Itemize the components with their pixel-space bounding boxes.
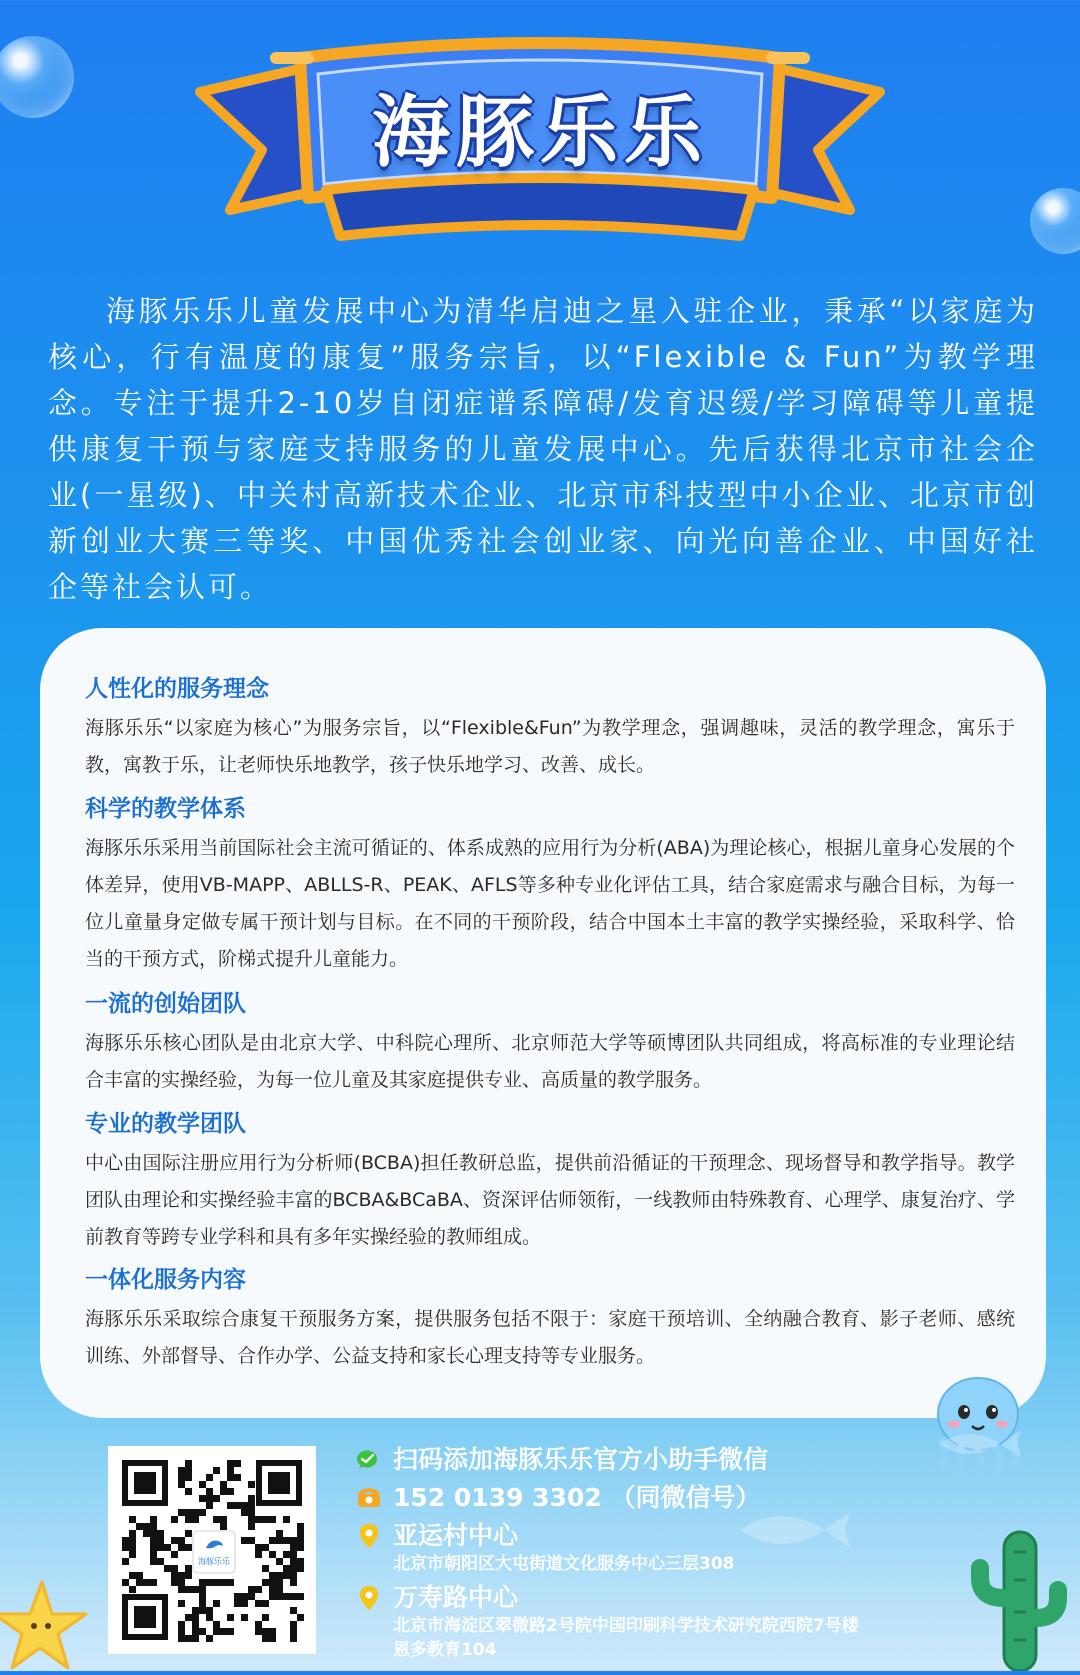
qr-module	[206, 1635, 213, 1642]
qr-module	[192, 1586, 199, 1593]
qr-module	[213, 1516, 220, 1523]
qr-module	[136, 1572, 143, 1579]
phone-number[interactable]: 152 0139 3302 （同微信号）	[393, 1483, 761, 1512]
qr-module	[255, 1621, 262, 1628]
qr-module	[185, 1635, 192, 1642]
qr-module	[220, 1628, 227, 1635]
section-service-philosophy	[85, 674, 1015, 784]
qr-module	[157, 1558, 164, 1565]
qr-module	[164, 1544, 171, 1551]
qr-module	[248, 1537, 255, 1544]
qr-module	[185, 1467, 192, 1474]
qr-module	[255, 1628, 262, 1635]
qr-module	[269, 1628, 276, 1635]
qr-module	[269, 1516, 276, 1523]
qr-module	[255, 1551, 262, 1558]
qr-module	[178, 1600, 185, 1607]
section-title: 人性化的服务理念	[85, 676, 269, 702]
qr-module	[241, 1614, 248, 1621]
qr-logo	[192, 1530, 236, 1574]
qr-module	[269, 1593, 276, 1600]
qr-module	[178, 1628, 185, 1635]
qr-module	[192, 1628, 199, 1635]
fish-silhouette	[935, 1422, 1025, 1466]
center-name: 亚运村中心	[393, 1521, 519, 1550]
qr-module	[150, 1579, 157, 1586]
qr-module	[290, 1593, 297, 1600]
qr-module	[290, 1635, 297, 1642]
qr-module	[185, 1474, 192, 1481]
qr-module	[283, 1565, 290, 1572]
qr-module	[297, 1530, 304, 1537]
qr-module	[178, 1635, 185, 1642]
qr-module	[262, 1579, 269, 1586]
qr-module	[227, 1579, 234, 1586]
qr-module	[213, 1628, 220, 1635]
qr-module	[150, 1516, 157, 1523]
qr-module	[178, 1572, 185, 1579]
qr-module	[248, 1523, 255, 1530]
section-body: 海豚乐乐采用当前国际社会主流可循证的、体系成熟的应用行为分析(ABA)为理论核心，根据儿童身心发展的个体差异，使用VB-MAPP、ABLLS-R、PEAK、AFLS等多种专业化评估工具，结合家庭需求与融合目标，为每一位儿童量身定做专属干预计划与目标。在不同的干预阶段，结合中国本土丰富的教学实操经验，采取科学、恰当的干预方式，阶梯式提升儿童能力。	[85, 837, 1015, 970]
qr-module	[143, 1523, 150, 1530]
section-title: 一体化服务内容	[85, 1267, 246, 1293]
center-address: 北京市海淀区翠微路2号院中国印刷科学技术研究院西院7号楼	[393, 1616, 859, 1636]
qr-module	[129, 1572, 136, 1579]
qr-module	[122, 1544, 129, 1551]
section-body: 海豚乐乐采取综合康复干预服务方案，提供服务包括不限于：家庭干预培训、全纳融合教育、影子老师、感统训练、外部督导、合作办学、公益支持和家长心理支持等专业服务。	[85, 1308, 1015, 1367]
qr-module	[276, 1537, 283, 1544]
qr-module	[157, 1530, 164, 1537]
qr-module	[199, 1509, 206, 1516]
qr-module	[220, 1488, 227, 1495]
qr-module	[234, 1460, 241, 1467]
qr-module	[283, 1516, 290, 1523]
phone-icon	[355, 1484, 383, 1512]
qr-module	[171, 1572, 178, 1579]
qr-module	[269, 1586, 276, 1593]
center-name-line	[355, 1520, 995, 1552]
qr-module	[192, 1516, 199, 1523]
qr-module	[290, 1579, 297, 1586]
intro-paragraph: 海豚乐乐儿童发展中心为清华启迪之星入驻企业，秉承“以家庭为核心，行有温度的康复”服务宗旨，以“Flexible & Fun”为教学理念。专注于提升2-10岁自闭症谱系障碍/发育迟缓/学习障碍等儿童提供康复干预与家庭支持服务的儿童发展中心。先后获得北京市社会企业(一星级)、中关村高新技术企业、北京市科技型中小企业、北京市创新创业大赛三等奖、中国优秀社会创业家、向光向善企业、中国好社企等社会认可。	[48, 294, 1038, 604]
qr-module	[199, 1586, 206, 1593]
qr-module	[122, 1579, 129, 1586]
qr-module	[248, 1586, 255, 1593]
qr-module	[234, 1600, 241, 1607]
qr-module	[248, 1502, 255, 1509]
qr-module	[150, 1558, 157, 1565]
qr-module	[283, 1551, 290, 1558]
qr-module	[178, 1474, 185, 1481]
qr-module	[185, 1488, 192, 1495]
qr-module	[262, 1565, 269, 1572]
qr-module	[171, 1516, 178, 1523]
qr-module	[178, 1481, 185, 1488]
dolphin-icon	[204, 1538, 224, 1552]
qr-module	[290, 1628, 297, 1635]
qr-module	[143, 1530, 150, 1537]
qr-module	[185, 1530, 192, 1537]
phone-line	[355, 1482, 995, 1514]
qr-module	[241, 1600, 248, 1607]
qr-module	[234, 1593, 241, 1600]
qr-module	[290, 1537, 297, 1544]
qr-module	[255, 1544, 262, 1551]
location-pin-icon	[355, 1584, 383, 1612]
qr-module	[185, 1516, 192, 1523]
qr-module	[199, 1593, 206, 1600]
qr-module	[129, 1544, 136, 1551]
qr-module	[227, 1488, 234, 1495]
qr-module	[178, 1537, 185, 1544]
qr-module	[297, 1614, 304, 1621]
qr-module	[276, 1579, 283, 1586]
qr-module	[290, 1607, 297, 1614]
seaweed-decoration	[970, 1528, 1070, 1671]
qr-module	[297, 1537, 304, 1544]
fish-silhouette	[735, 1500, 855, 1560]
qr-module	[276, 1593, 283, 1600]
qr-logo-text: 海豚乐乐	[198, 1557, 230, 1566]
qr-module	[206, 1579, 213, 1586]
qr-module	[297, 1523, 304, 1530]
qr-module	[220, 1579, 227, 1586]
qr-module	[262, 1614, 269, 1621]
qr-module	[213, 1621, 220, 1628]
qr-module	[143, 1579, 150, 1586]
contact-block	[355, 1444, 995, 1662]
qr-module	[150, 1551, 157, 1558]
qr-module	[150, 1544, 157, 1551]
qr-module	[129, 1551, 136, 1558]
qr-module	[297, 1558, 304, 1565]
qr-module	[185, 1586, 192, 1593]
qr-module	[248, 1481, 255, 1488]
qr-module	[185, 1572, 192, 1579]
section-teaching-team	[85, 1109, 1015, 1256]
qr-module	[213, 1467, 220, 1474]
qr-module	[227, 1502, 234, 1509]
qr-module	[199, 1607, 206, 1614]
qr-module	[157, 1537, 164, 1544]
qr-module	[297, 1544, 304, 1551]
qr-module	[269, 1551, 276, 1558]
title-banner	[0, 0, 1080, 300]
section-body: 海豚乐乐“以家庭为核心”为服务宗旨，以“Flexible&Fun”为教学理念，强调趣味，灵活的教学理念，寓乐于教，寓教于乐，让老师快乐地教学，孩子快乐地学习、改善、成长。	[85, 717, 1015, 776]
qr-module	[185, 1544, 192, 1551]
qr-module	[129, 1516, 136, 1523]
qr-module	[206, 1488, 213, 1495]
qr-module	[283, 1572, 290, 1579]
qr-module	[283, 1537, 290, 1544]
qr-module	[276, 1586, 283, 1593]
qr-module	[248, 1495, 255, 1502]
qr-module	[255, 1600, 262, 1607]
qr-module	[178, 1509, 185, 1516]
qr-module	[234, 1474, 241, 1481]
qr-module	[290, 1565, 297, 1572]
qr-module	[122, 1537, 129, 1544]
qr-module	[255, 1516, 262, 1523]
section-body: 中心由国际注册应用行为分析师(BCBA)担任教研总监，提供前沿循证的干预理念、现场督导和教学指导。教学团队由理论和实操经验丰富的BCBA&BCaBA、资深评估师领衔，一线教师由特殊教育、心理学、康复治疗、学前教育等跨专业学科和具有多年实操经验的教师组成。	[85, 1152, 1015, 1248]
qr-module	[227, 1628, 234, 1635]
qr-module	[185, 1565, 192, 1572]
qr-module	[227, 1474, 234, 1481]
qr-module	[276, 1558, 283, 1565]
qr-module	[248, 1593, 255, 1600]
starfish-decoration	[0, 1580, 100, 1671]
qr-module	[262, 1635, 269, 1642]
qr-module	[199, 1495, 206, 1502]
qr-module	[171, 1551, 178, 1558]
section-title: 专业的教学团队	[85, 1111, 246, 1137]
qr-module	[199, 1600, 206, 1607]
qr-module	[171, 1537, 178, 1544]
qr-module	[227, 1614, 234, 1621]
qr-module	[241, 1593, 248, 1600]
qr-module	[206, 1495, 213, 1502]
qr-module	[178, 1579, 185, 1586]
qr-module	[192, 1607, 199, 1614]
qr-module	[164, 1565, 171, 1572]
qr-module	[150, 1537, 157, 1544]
qr-module	[150, 1523, 157, 1530]
qr-module	[241, 1509, 248, 1516]
center-address: 北京市朝阳区大屯街道文化服务中心三层308	[393, 1554, 735, 1574]
qr-module	[178, 1586, 185, 1593]
qr-module	[150, 1530, 157, 1537]
qr-module	[262, 1600, 269, 1607]
qr-module	[241, 1502, 248, 1509]
qr-module	[185, 1509, 192, 1516]
qr-module	[290, 1551, 297, 1558]
qr-module	[234, 1502, 241, 1509]
qr-module	[269, 1635, 276, 1642]
qr-module	[248, 1516, 255, 1523]
qr-module	[248, 1509, 255, 1516]
qr-module	[157, 1544, 164, 1551]
section-title: 一流的创始团队	[85, 991, 246, 1017]
wechat-qr-code[interactable]	[108, 1446, 316, 1654]
center-address-line2: 恩多教育104	[393, 1640, 497, 1660]
section-integrated-services	[85, 1265, 1015, 1375]
location-pin-icon	[355, 1522, 383, 1550]
qr-module	[171, 1565, 178, 1572]
qr-module	[269, 1579, 276, 1586]
qr-module	[129, 1530, 136, 1537]
qr-module	[192, 1635, 199, 1642]
qr-module	[241, 1537, 248, 1544]
wechat-line	[355, 1444, 995, 1476]
qr-module	[290, 1544, 297, 1551]
qr-module	[297, 1593, 304, 1600]
qr-module	[213, 1495, 220, 1502]
qr-module	[227, 1460, 234, 1467]
qr-module	[276, 1572, 283, 1579]
qr-module	[185, 1460, 192, 1467]
wechat-icon	[355, 1446, 383, 1474]
qr-module	[185, 1614, 192, 1621]
qr-module	[178, 1544, 185, 1551]
center-name-line	[355, 1582, 995, 1614]
qr-module	[206, 1607, 213, 1614]
center-name: 万寿路中心	[393, 1583, 519, 1612]
qr-module	[129, 1586, 136, 1593]
qr-module	[213, 1600, 220, 1607]
qr-module	[255, 1586, 262, 1593]
qr-module	[290, 1572, 297, 1579]
qr-module	[199, 1481, 206, 1488]
qr-module	[192, 1614, 199, 1621]
qr-module	[178, 1621, 185, 1628]
qr-module	[290, 1558, 297, 1565]
qr-module	[206, 1474, 213, 1481]
section-title: 科学的教学体系	[85, 796, 246, 822]
qr-module	[220, 1481, 227, 1488]
section-founding-team	[85, 989, 1015, 1099]
wechat-prompt: 扫码添加海豚乐乐官方小助手微信	[393, 1445, 769, 1474]
qr-module	[122, 1558, 129, 1565]
qr-module	[206, 1614, 213, 1621]
qr-module	[213, 1579, 220, 1586]
qr-module	[199, 1579, 206, 1586]
qr-module	[262, 1516, 269, 1523]
qr-module	[136, 1523, 143, 1530]
qr-module	[220, 1523, 227, 1530]
qr-module	[192, 1509, 199, 1516]
qr-module	[297, 1565, 304, 1572]
qr-module	[206, 1502, 213, 1509]
section-body: 海豚乐乐核心团队是由北京大学、中科院心理所、北京师范大学等硕博团队共同组成，将高标准的专业理论结合丰富的实操经验，为每一位儿童及其家庭提供专业、高质量的教学服务。	[85, 1032, 1015, 1091]
qr-module	[220, 1516, 227, 1523]
qr-module	[178, 1467, 185, 1474]
qr-module	[227, 1467, 234, 1474]
qr-module	[290, 1621, 297, 1628]
qr-module	[171, 1579, 178, 1586]
page-title: 海豚乐乐	[371, 88, 708, 178]
qr-module	[269, 1572, 276, 1579]
qr-module	[192, 1621, 199, 1628]
qr-module	[276, 1530, 283, 1537]
qr-module	[199, 1628, 206, 1635]
qr-module	[269, 1537, 276, 1544]
qr-module	[129, 1537, 136, 1544]
qr-module	[136, 1579, 143, 1586]
qr-module	[262, 1544, 269, 1551]
section-teaching-system	[85, 794, 1015, 978]
qr-module	[283, 1593, 290, 1600]
qr-module	[262, 1628, 269, 1635]
